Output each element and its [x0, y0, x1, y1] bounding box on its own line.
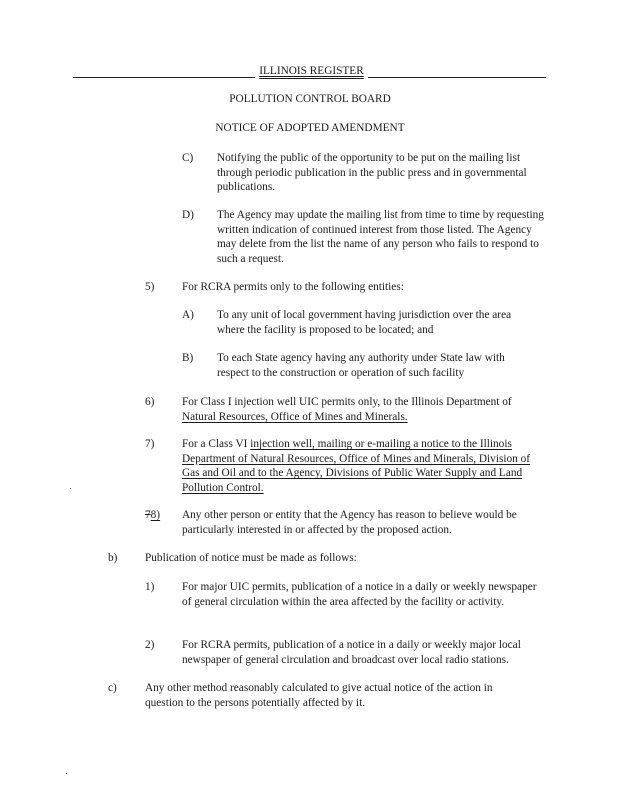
item-5-label: 5)	[145, 281, 155, 293]
item-c-text: Notifying the public of the opportunity to be put on the mailing list through periodic publication in the public press and in governmental publications.	[217, 152, 527, 194]
item-b-text: Publication of notice must be made as follows:	[145, 552, 357, 564]
item-5b-label: B)	[182, 352, 194, 364]
register-title: ILLINOIS REGISTER	[259, 65, 364, 77]
header-rule-right	[368, 77, 546, 78]
scan-speck	[66, 773, 67, 774]
item-c2-text: Any other method reasonably calculated to give actual notice of the action in question to the persons potentially affected by it.	[145, 682, 493, 709]
item-d-label: D)	[182, 209, 194, 221]
item-7-label: 7)	[145, 438, 155, 450]
item-8-label-struck: 7	[145, 509, 151, 521]
item-6-text-underlined: Natural Resources, Office of Mines and Minerals.	[182, 410, 408, 423]
item-5b-text: To each State agency having any authority under State law with respect to the construction or operation of such facility	[217, 352, 505, 379]
item-b2-label: 2)	[145, 639, 155, 651]
header-rule-left	[73, 77, 255, 78]
agency-title: POLLUTION CONTROL BOARD	[229, 93, 391, 105]
item-7-text-underlined: injection well, mailing or e-mailing a notice to the Illinois Department of Natural Resources, Office of Mines and Minerals, Division of Gas and Oil and to the Agency, Divisions of Public Water Supply and Land Pollution Control.	[182, 438, 531, 494]
item-b1-label: 1)	[145, 581, 155, 593]
item-8-label	[145, 508, 160, 523]
item-7-text	[182, 437, 538, 495]
notice-title: NOTICE OF ADOPTED AMENDMENT	[215, 122, 405, 134]
item-b2-text: For RCRA permits, publication of a notice in a daily or weekly major local newspaper of general circulation and broadcast over local radio stations.	[182, 639, 521, 666]
item-b1-text: For major UIC permits, publication of a notice in a daily or weekly newspaper of general circulation within the area affected by the facility or activity.	[182, 581, 537, 608]
item-7-text-plain: For a Class VI	[182, 438, 251, 450]
item-8-label-new: 8)	[150, 509, 161, 521]
item-6-text-plain: For Class I injection well UIC permits only, to the Illinois Department of	[182, 396, 512, 408]
item-5a-text: To any unit of local government having jurisdiction over the area where the facility is proposed to be located; and	[217, 309, 512, 336]
scan-speck	[70, 488, 71, 489]
item-5a-label: A)	[182, 309, 194, 321]
item-d-text: The Agency may update the mailing list from time to time by requesting written indication of continued interest from those listed. The Agency may delete from the list the name of any person who fails to respond to such a request.	[217, 209, 544, 265]
item-c2-label: c)	[108, 682, 117, 694]
item-6-label: 6)	[145, 396, 155, 408]
item-b-label: b)	[108, 552, 118, 564]
item-8-text: Any other person or entity that the Agency has reason to believe would be particularly interested in or affected by the proposed action.	[182, 509, 517, 536]
item-5-text: For RCRA permits only to the following entities:	[182, 281, 404, 293]
item-c-label: C)	[182, 152, 194, 164]
item-6-text	[182, 395, 537, 424]
